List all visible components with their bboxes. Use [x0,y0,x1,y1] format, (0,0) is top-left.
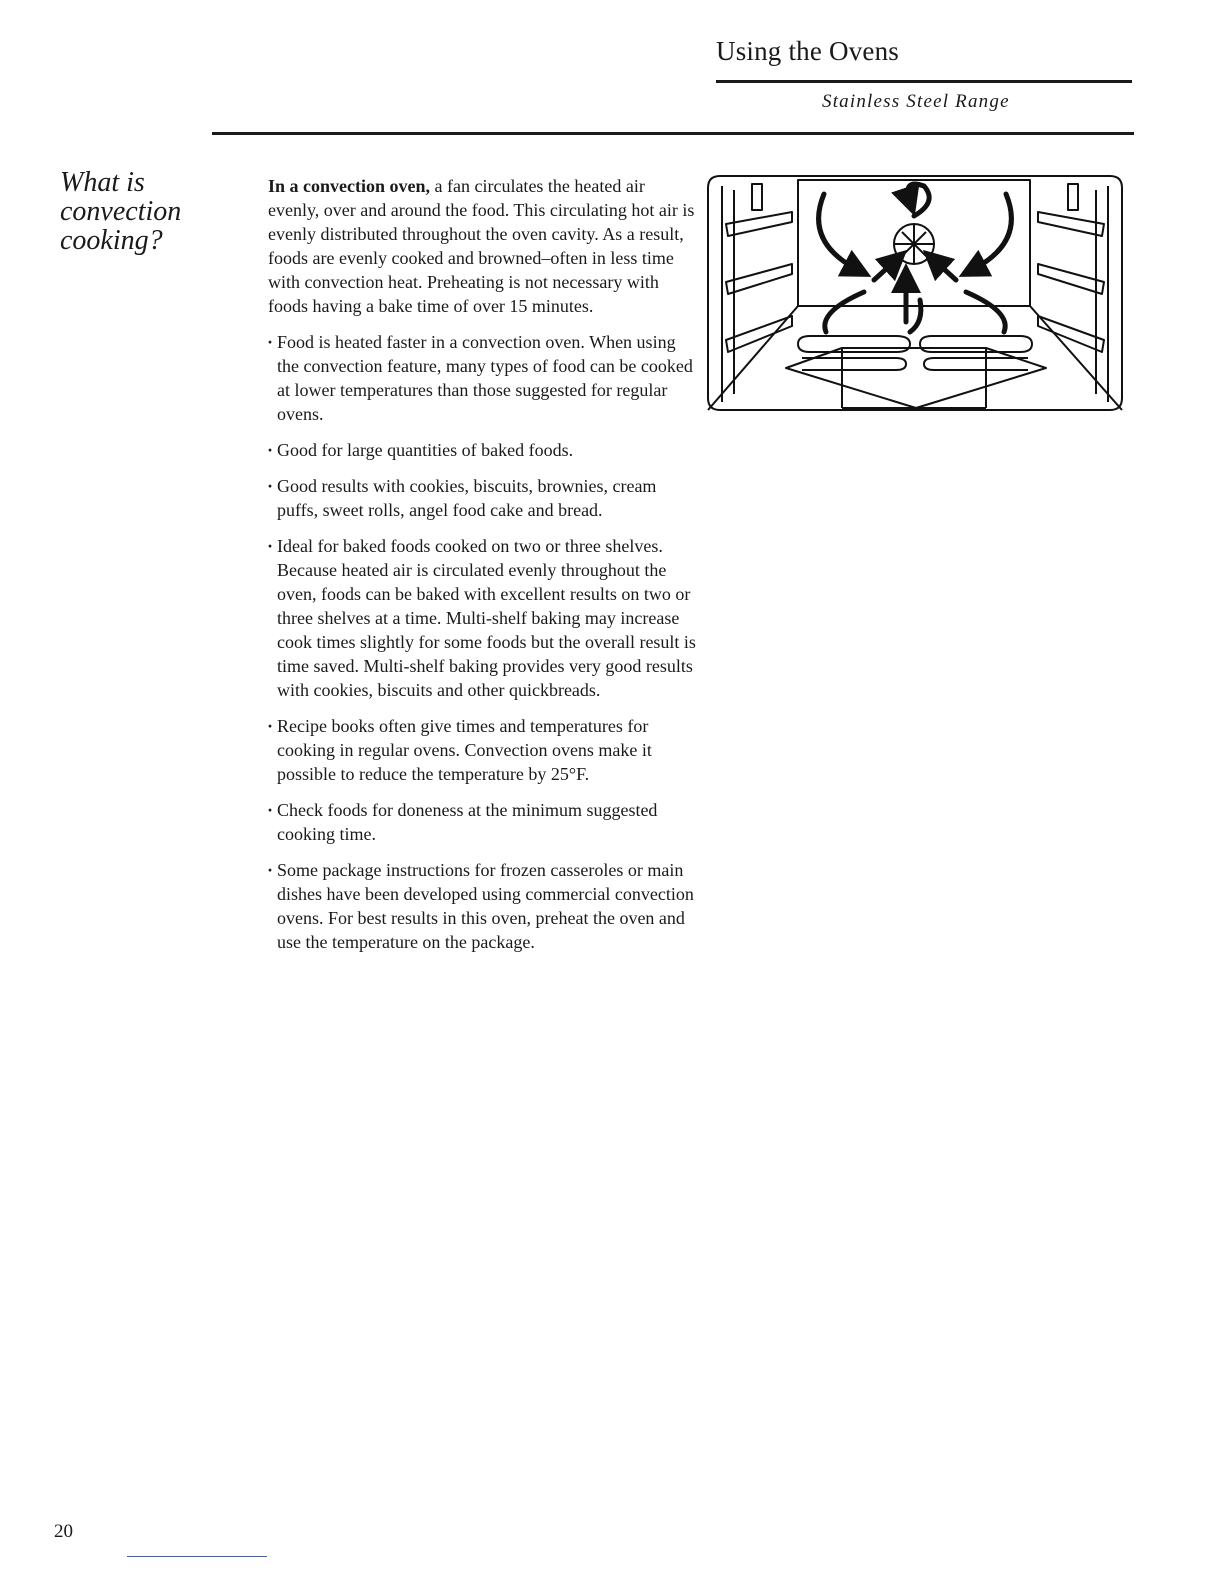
bullet-item: · Check foods for doneness at the minimum suggested cooking time. [268,798,698,846]
bullet-item: · Food is heated faster in a convection oven. When using the convection feature, many types of food can be cooked at lower temperatures than those suggested for regular ovens. [268,330,698,426]
bullet-item: · Recipe books often give times and temperatures for cooking in regular ovens. Convection ovens make it possible to reduce the temperature by 25°F. [268,714,698,786]
page-number: 20 [54,1521,73,1542]
bullet-item: · Ideal for baked foods cooked on two or three shelves. Because heated air is circulated evenly throughout the oven, foods can be baked with excellent results on two or three shelves at a time. Multi-shelf baking may increase cook times slightly for some foods but the overall result is time saved. Multi-shelf baking provides very good results with cookies, biscuits and other quickbreads. [268,534,698,702]
intro-text: a fan circulates the heated air evenly, over and around the food. This circulating hot air is evenly distributed throughout the oven cavity. As a result, foods are evenly cooked and browned–often in less time with convection heat. Preheating is not necessary with foods having a bake time of over 15 minutes. [268,176,695,316]
bullet-item: · Good for large quantities of baked foods. [268,438,698,462]
section-heading-line: cooking? [60,225,163,256]
body-text-column [268,174,698,966]
intro-lead: In a convection oven, [268,176,430,196]
bullet-list [268,330,698,954]
intro-paragraph [268,174,698,318]
bullet-item: · Good results with cookies, biscuits, brownies, cream puffs, sweet rolls, angel food cake and bread. [268,474,698,522]
section-heading [60,168,220,255]
section-heading-line: What is [60,167,145,198]
footer-divider [127,1556,267,1557]
header-subtitle: Stainless Steel Range [822,91,1010,112]
section-rule [212,132,1134,135]
bullet-item: · Some package instructions for frozen casseroles or main dishes have been developed using commercial convection ovens. For best results in this oven, preheat the oven and use the temperature on the package. [268,858,698,954]
header-title: Using the Ovens [716,36,899,66]
convection-oven-airflow-icon [706,172,1124,414]
section-heading-line: convection [60,196,182,227]
header-rule [716,80,1132,83]
